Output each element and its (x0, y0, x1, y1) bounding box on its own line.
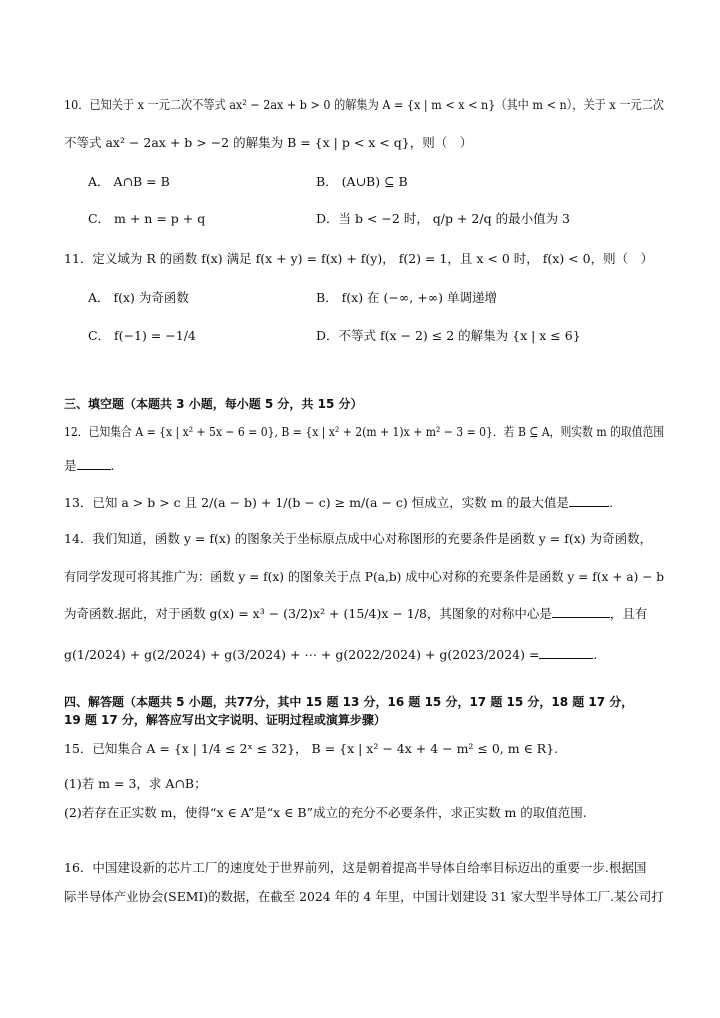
q11-line1: 11．定义域为 R 的函数 f(x) 满足 f(x + y) = f(x) + f(y)， f(2) = 1，且 x < 0 时， f(x) < 0，则（ ） (64, 251, 654, 266)
q16-line1: 16．中国建设新的芯片工厂的速度处于世界前列，这是朝着提高半导体自给率目标迈出的重要一步.根据国 (64, 860, 647, 875)
q10-option-d: D．当 b < −2 时， q/p + 2/q 的最小值为 3 (316, 211, 570, 226)
q13-answer-blank[interactable] (569, 494, 609, 507)
q14-line1: 14．我们知道，函数 y = f(x) 的图象关于坐标原点成中心对称图形的充要条件是函数 y = f(x) 为奇函数， (64, 531, 653, 546)
q12-answer-blank[interactable] (77, 457, 111, 470)
q11-option-b: B． f(x) 在 (−∞, +∞) 单调递增 (316, 290, 497, 305)
q10-option-c: C． m + n = p + q (88, 211, 206, 226)
q14-sum-blank[interactable] (539, 646, 593, 659)
section4-heading-line1: 四、解答题（本题共 5 小题，共77分，其中 15 题 13 分，16 题 15 分，17 题 15 分，18 题 17 分， (64, 695, 634, 709)
q15-part1: (1)若 m = 3，求 A∩B； (64, 776, 207, 791)
q14-center-blank[interactable] (552, 605, 610, 618)
q12-line1: 12．已知集合 A = {x | x² + 5x − 6 = 0}, B = {x | x² + 2(m + 1)x + m² − 3 = 0}．若 B ⊆ A，则实数 m 的取值范围 (64, 424, 665, 439)
q13-suffix: . (609, 495, 614, 510)
q11-option-c: C． f(−1) = −1/4 (88, 328, 196, 343)
q10-option-b: B． (A∪B) ⊆ B (316, 174, 408, 189)
q10-line1: 10．已知关于 x 一元二次不等式 ax² − 2ax + b > 0 的解集为 A = {x | m < x < n}（其中 m < n），关于 x 一元二次 (64, 97, 664, 112)
q11-option-a: A． f(x) 为奇函数 (88, 290, 189, 305)
q14-line3 (64, 605, 647, 623)
q13-line (64, 494, 613, 512)
q15-part2: (2)若存在正实数 m，使得“x ∈ A”是“x ∈ B”成立的充分不必要条件，求正实数 m 的取值范围. (64, 805, 587, 820)
q14-line4 (64, 646, 597, 664)
q13-text: 13．已知 a > b > c 且 2/(a − b) + 1/(b − c) ≥ m/(a − c) 恒成立，实数 m 的最大值是 (64, 495, 570, 510)
q10-line2: 不等式 ax² − 2ax + b > −2 的解集为 B = {x | p < x < q}，则（ ） (64, 135, 473, 150)
q14-line2: 有同学发现可将其推广为：函数 y = f(x) 的图象关于点 P(a,b) 成中心对称的充要条件是函数 y = f(x + a) − b (64, 569, 665, 584)
q10-option-a: A． A∩B = B (88, 174, 170, 189)
q12-suffix: . (110, 458, 115, 473)
q14-sum-expression: g(1/2024) + g(2/2024) + g(3/2024) + ⋯ + g(2022/2024) + g(2023/2024) = (64, 647, 540, 662)
q14-line3-suffix: ，且有 (609, 606, 648, 621)
q14-line4-suffix: . (593, 647, 598, 662)
q11-option-d: D．不等式 f(x − 2) ≤ 2 的解集为 {x | x ≤ 6} (316, 328, 581, 343)
q16-line2: 际半导体产业协会(SEMI)的数据，在截至 2024 年的 4 年里，中国计划建设 31 家大型半导体工厂.某公司打 (64, 889, 664, 904)
section3-heading: 三、填空题（本题共 3 小题，每小题 5 分，共 15 分） (64, 397, 363, 411)
q15-line1: 15．已知集合 A = {x | 1/4 ≤ 2ˣ ≤ 32}， B = {x | x² − 4x + 4 − m² ≤ 0, m ∈ R}. (64, 741, 559, 756)
q14-line3-text: 为奇函数.据此，对于函数 g(x) = x³ − (3/2)x² + (15/4)x − 1/8，其图象的对称中心是 (64, 606, 552, 621)
section4-heading-line2: 19 题 17 分，解答应写出文字说明、证明过程或演算步骤） (64, 713, 386, 727)
q12-prefix: 是 (64, 458, 77, 473)
q12-line2 (64, 457, 115, 475)
